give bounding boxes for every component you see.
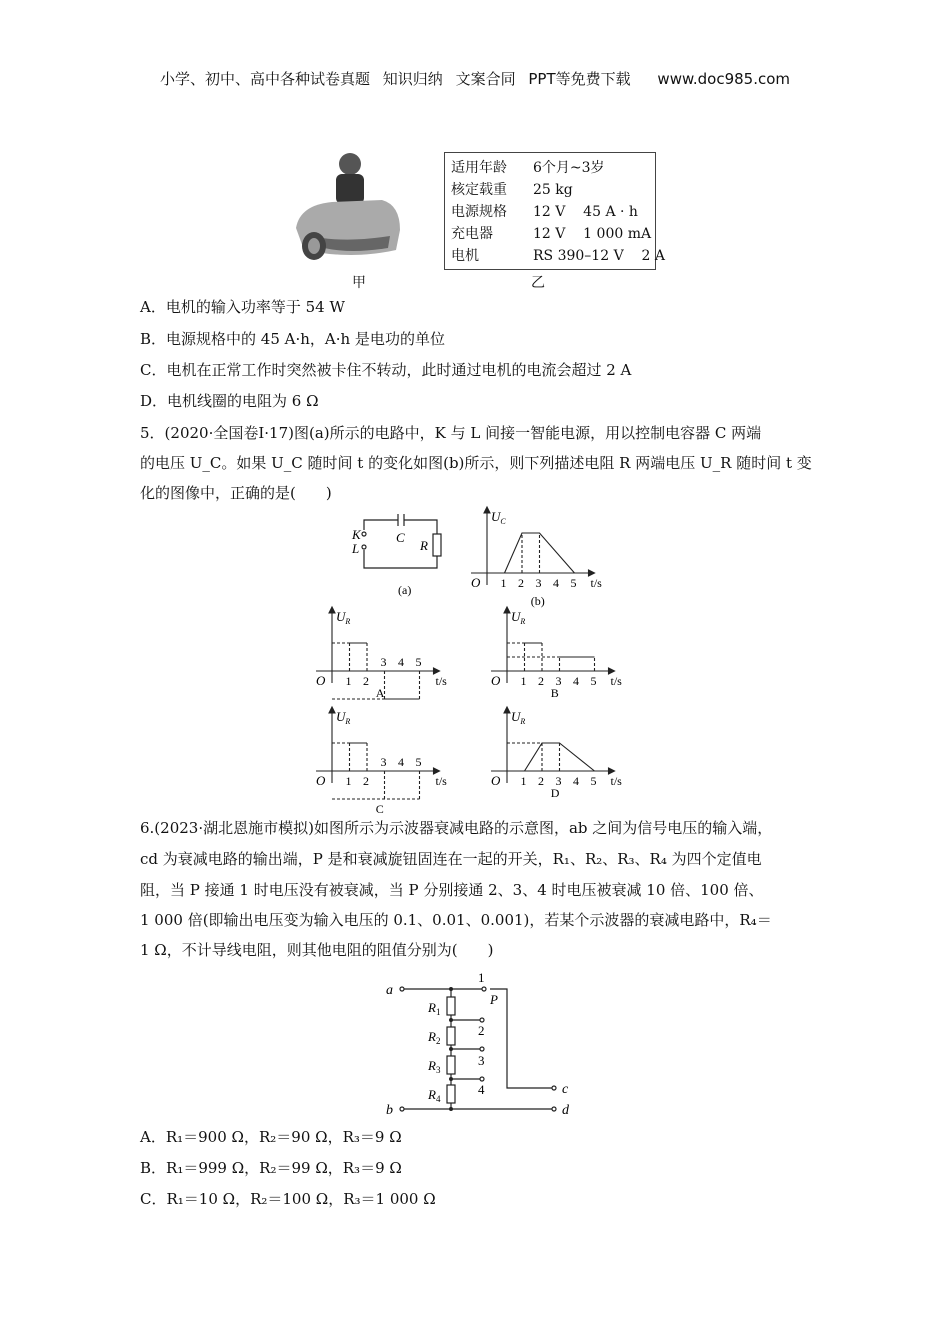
graph-caption: (b): [530, 594, 545, 608]
tick-label: 2: [363, 774, 369, 788]
x-axis-label: t/s: [435, 674, 447, 688]
spec-value: 12 V 45 A · h: [533, 204, 638, 220]
curve-solid: [525, 743, 595, 771]
spec-value: 25 kg: [533, 182, 573, 198]
tap-label: 1: [478, 970, 485, 985]
tick-label: 4: [398, 755, 404, 769]
terminal-l-label: L: [352, 541, 360, 556]
graph-caption: B: [550, 686, 559, 700]
tick-label: 1: [520, 774, 527, 788]
tick-label: 2: [363, 674, 369, 688]
graph-caption: D: [550, 786, 560, 800]
x-axis-label: t/s: [610, 774, 622, 788]
origin-label: O: [316, 773, 326, 788]
header-site-link[interactable]: www.doc985.com: [657, 70, 790, 88]
tick-label: 3: [555, 674, 562, 688]
tick-label: 5: [415, 655, 422, 669]
question-text: 1 000 倍(即输出电压变为输入电压的 0.1、0.01、0.001)，若某个示波器的衰减电路中，R₄＝: [140, 911, 772, 929]
rc-circuit-diagram: [340, 512, 450, 602]
tap-label: 3: [478, 1053, 485, 1068]
y-axis-label: $U_R$: [336, 609, 351, 626]
origin-label: O: [471, 575, 481, 590]
tick-label: 5: [570, 576, 577, 590]
option-b: B．电源规格中的 45 A·h，A·h 是电功的单位: [140, 330, 445, 348]
switch-p-label: P: [490, 992, 498, 1007]
graph-caption: C: [375, 802, 384, 815]
question-text: 5．(2020·全国卷Ⅰ·17)图(a)所示的电路中，K 与 L 间接一智能电源，用以控制电容器 C 两端: [140, 424, 762, 442]
spec-key: 电机: [451, 248, 479, 264]
attenuator-circuit-diagram: [380, 968, 580, 1118]
header-text: 文案合同: [455, 70, 516, 88]
terminal-c-label: c: [562, 1082, 569, 1097]
header-text: 小学、初中、高中各种试卷真题: [159, 70, 370, 88]
option-d: D．电机线圈的电阻为 6 Ω: [140, 392, 319, 410]
spec-key: 充电器: [451, 226, 493, 242]
tick-label: 4: [573, 674, 579, 688]
tap-label: 2: [478, 1023, 485, 1038]
terminal-d-label: d: [562, 1103, 569, 1118]
graph-a: [310, 605, 480, 715]
question-text: 1 Ω，不计导线电阻，则其他电阻的阻值分别为( ): [140, 941, 494, 959]
graph-caption: A: [375, 686, 385, 700]
tick-label: 4: [553, 576, 559, 590]
option-c: C．电机在正常工作时突然被卡住不转动，此时通过电机的电流会超过 2 A: [140, 361, 632, 379]
tick-label: 5: [590, 674, 597, 688]
option-a: A．电机的输入功率等于 54 W: [140, 298, 345, 316]
resistor-label: $R_3$: [428, 1058, 441, 1075]
capacitor-label: C: [396, 530, 405, 545]
terminal-k-label: K: [352, 527, 361, 542]
toy-car-photo: [292, 150, 402, 266]
x-axis-label: t/s: [435, 774, 447, 788]
header-text: 知识归纳: [382, 70, 443, 88]
option-c: C．R₁＝10 Ω，R₂＝100 Ω，R₃＝1 000 Ω: [140, 1190, 436, 1208]
tick-label: 3: [555, 774, 562, 788]
question-text: cd 为衰减电路的输出端，P 是和衰减旋钮固连在一起的开关，R₁、R₂、R₃、R₄ 为四个定值电: [140, 850, 762, 868]
tick-label: 4: [573, 774, 579, 788]
tick-label: 5: [415, 755, 422, 769]
resistor-label: R: [420, 538, 428, 553]
spec-table: [444, 152, 665, 270]
x-axis-label: t/s: [610, 674, 622, 688]
tick-label: 5: [590, 774, 597, 788]
resistor-label: $R_2$: [428, 1029, 441, 1046]
terminal-a-label: a: [386, 983, 393, 998]
y-axis-label: $U_R$: [336, 709, 351, 726]
option-b: B．R₁＝999 Ω，R₂＝99 Ω，R₃＝9 Ω: [140, 1159, 402, 1177]
tap-label: 4: [478, 1082, 485, 1097]
question-text: 化的图像中，正确的是( ): [140, 484, 332, 502]
question-text: 6.(2023·湖北恩施市模拟)如图所示为示波器衰减电路的示意图，ab 之间为信号电压的输入端，: [140, 819, 773, 837]
tick-label: 1: [500, 576, 507, 590]
option-a: A．R₁＝900 Ω，R₂＝90 Ω，R₃＝9 Ω: [140, 1128, 402, 1146]
figure-caption: 乙: [531, 275, 545, 291]
tick-label: 4: [398, 655, 404, 669]
tick-label: 1: [520, 674, 527, 688]
graph-b: [485, 605, 655, 715]
resistor-label: $R_4$: [428, 1087, 441, 1104]
spec-key: 核定载重: [451, 182, 507, 198]
spec-key: 电源规格: [451, 204, 507, 220]
spec-value: RS 390–12 V 2 A: [533, 248, 665, 264]
y-axis-label: $U_R$: [511, 609, 526, 626]
y-axis-label: $U_R$: [511, 709, 526, 726]
resistor-label: $R_1$: [428, 1000, 441, 1017]
y-axis-label: $U_C$: [491, 509, 506, 526]
x-axis-label: t/s: [590, 576, 602, 590]
question-text: 的电压 U_C。如果 U_C 随时间 t 的变化如图(b)所示，则下列描述电阻 R 两端电压 U_R 随时间 t 变: [140, 454, 812, 472]
tick-label: 1: [345, 674, 352, 688]
header-text: PPT等免费下载: [528, 70, 631, 88]
graph-d: [485, 705, 655, 815]
origin-label: O: [491, 773, 501, 788]
spec-value: 6个月~3岁: [533, 160, 605, 176]
figure-caption: (a): [398, 583, 412, 597]
tick-label: 2: [518, 576, 524, 590]
tick-label: 2: [538, 774, 544, 788]
tick-label: 2: [538, 674, 544, 688]
spec-value: 12 V 1 000 mA: [533, 226, 652, 242]
tick-label: 1: [345, 774, 352, 788]
tick-label: 3: [380, 755, 387, 769]
graph-c: [310, 705, 480, 815]
page-header: [0, 68, 950, 89]
terminal-b-label: b: [386, 1103, 393, 1118]
spec-key: 适用年龄: [451, 160, 507, 176]
tick-label: 3: [380, 655, 387, 669]
question-text: 阻，当 P 接通 1 时电压没有被衰减，当 P 分别接通 2、3、4 时电压被衰减 10 倍、100 倍、: [140, 881, 764, 899]
origin-label: O: [491, 673, 501, 688]
graph-b: [465, 505, 635, 615]
figure-caption: 甲: [352, 275, 366, 291]
tick-label: 3: [535, 576, 542, 590]
origin-label: O: [316, 673, 326, 688]
